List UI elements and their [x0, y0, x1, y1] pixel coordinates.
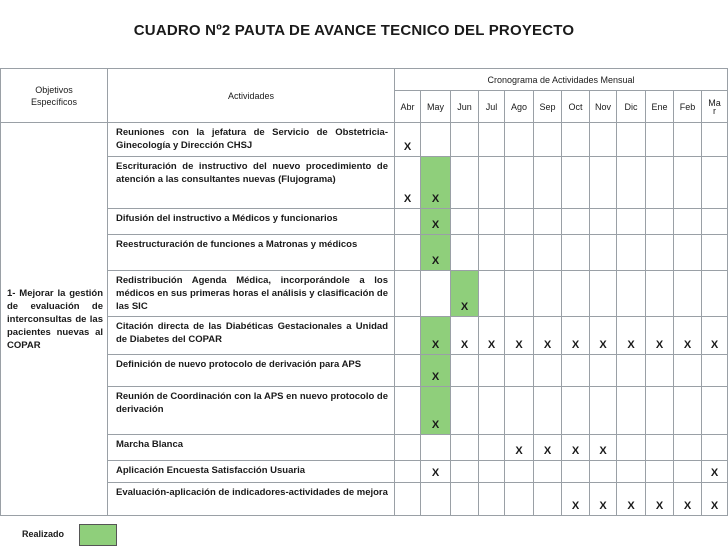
- month-cell: X: [534, 317, 562, 355]
- month-cell: [617, 355, 646, 387]
- month-cell: X: [702, 461, 728, 483]
- month-cell: [674, 235, 702, 271]
- month-cell: [562, 271, 590, 317]
- month-cell: [534, 209, 562, 235]
- activity-cell: Reunión de Coordinación con la APS en nuevo protocolo de derivación: [108, 387, 395, 435]
- month-cell: [562, 123, 590, 157]
- month-cell: [479, 461, 505, 483]
- activity-cell: Citación directa de las Diabéticas Gestacionales a Unidad de Diabetes del COPAR: [108, 317, 395, 355]
- month-cell: [395, 355, 421, 387]
- month-cell: [479, 209, 505, 235]
- month-cell: [674, 209, 702, 235]
- month-cell: X: [617, 483, 646, 516]
- activity-cell: Evaluación-aplicación de indicadores-actividades de mejora: [108, 483, 395, 516]
- month-cell: [534, 123, 562, 157]
- month-cell: [479, 435, 505, 461]
- month-cell: [562, 387, 590, 435]
- month-cell: [395, 483, 421, 516]
- month-cell: [617, 387, 646, 435]
- month-cell: [395, 271, 421, 317]
- month-cell: [590, 209, 617, 235]
- header-activities: Actividades: [108, 69, 395, 123]
- month-cell: [395, 387, 421, 435]
- month-cell: [646, 387, 674, 435]
- month-cell: [451, 235, 479, 271]
- month-cell: X: [646, 317, 674, 355]
- month-cell: X: [534, 435, 562, 461]
- month-cell: [505, 461, 534, 483]
- month-cell: X: [421, 317, 451, 355]
- month-cell: [505, 123, 534, 157]
- month-cell: [395, 209, 421, 235]
- month-cell: [702, 355, 728, 387]
- table-row: [1, 123, 728, 157]
- month-cell: [562, 235, 590, 271]
- month-cell: [395, 235, 421, 271]
- month-cell: X: [590, 317, 617, 355]
- activity-cell: Escrituración de instructivo del nuevo procedimiento de atención a las consultantes nuevas (Flujograma): [108, 157, 395, 209]
- month-cell: [646, 435, 674, 461]
- month-cell: X: [421, 157, 451, 209]
- month-cell: [505, 387, 534, 435]
- schedule-table: [0, 68, 728, 516]
- activity-cell: Reestructuración de funciones a Matronas y médicos: [108, 235, 395, 271]
- month-cell: X: [421, 387, 451, 435]
- month-cell: X: [674, 483, 702, 516]
- month-cell: X: [421, 235, 451, 271]
- month-cell: [646, 461, 674, 483]
- month-cell: [674, 355, 702, 387]
- table-row: [1, 355, 728, 387]
- month-header: Sep: [534, 91, 562, 123]
- month-cell: X: [451, 271, 479, 317]
- header-schedule: Cronograma de Actividades Mensual: [395, 69, 728, 91]
- month-cell: X: [562, 317, 590, 355]
- month-cell: X: [505, 435, 534, 461]
- month-cell: [534, 355, 562, 387]
- month-cell: [646, 123, 674, 157]
- month-cell: [702, 123, 728, 157]
- month-cell: [617, 271, 646, 317]
- month-header: Ma r: [702, 91, 728, 123]
- table-row: [1, 483, 728, 516]
- month-cell: X: [674, 317, 702, 355]
- month-cell: [702, 271, 728, 317]
- month-cell: X: [562, 483, 590, 516]
- activity-cell: Definición de nuevo protocolo de derivación para APS: [108, 355, 395, 387]
- month-cell: [590, 461, 617, 483]
- month-cell: [421, 483, 451, 516]
- month-cell: [534, 483, 562, 516]
- table-row: [1, 387, 728, 435]
- month-cell: [479, 123, 505, 157]
- month-header: Jun: [451, 91, 479, 123]
- month-cell: [562, 355, 590, 387]
- header-objectives: [1, 69, 108, 123]
- month-header: Abr: [395, 91, 421, 123]
- activity-cell: Redistribución Agenda Médica, incorporándole a los médicos en sus primeras horas el análisis y clasificación de las SIC: [108, 271, 395, 317]
- month-cell: [617, 209, 646, 235]
- month-cell: [505, 355, 534, 387]
- month-cell: X: [702, 483, 728, 516]
- month-cell: [646, 157, 674, 209]
- month-header: Ago: [505, 91, 534, 123]
- month-header: Ene: [646, 91, 674, 123]
- month-cell: X: [421, 461, 451, 483]
- month-cell: [505, 209, 534, 235]
- table-row: [1, 271, 728, 317]
- month-cell: [646, 209, 674, 235]
- month-cell: [617, 235, 646, 271]
- header-objectives-line: Específicos: [30, 96, 78, 107]
- month-cell: [479, 235, 505, 271]
- legend-label: Realizado: [22, 529, 65, 539]
- legend: [0, 524, 728, 546]
- objective-cell: 1- Mejorar la gestión de evaluación de interconsultas de las pacientes nuevas al COPAR: [1, 123, 108, 516]
- table-row: [1, 157, 728, 209]
- month-cell: X: [646, 483, 674, 516]
- month-cell: [590, 123, 617, 157]
- month-cell: [395, 317, 421, 355]
- month-header: Feb: [674, 91, 702, 123]
- month-cell: [646, 235, 674, 271]
- table-row: [1, 435, 728, 461]
- month-cell: [451, 483, 479, 516]
- month-cell: X: [479, 317, 505, 355]
- page-title: CUADRO Nº2 PAUTA DE AVANCE TECNICO DEL PROYECTO: [133, 22, 575, 39]
- month-cell: [702, 387, 728, 435]
- month-cell: X: [702, 317, 728, 355]
- month-cell: [451, 355, 479, 387]
- month-cell: [534, 461, 562, 483]
- month-cell: [646, 355, 674, 387]
- month-cell: X: [421, 355, 451, 387]
- legend-swatch: [79, 524, 117, 546]
- month-cell: [505, 235, 534, 271]
- month-cell: X: [421, 209, 451, 235]
- activity-cell: Difusión del instructivo a Médicos y funcionarios: [108, 209, 395, 235]
- month-cell: [617, 123, 646, 157]
- month-cell: [702, 209, 728, 235]
- month-cell: [617, 157, 646, 209]
- month-cell: [590, 387, 617, 435]
- month-cell: [702, 157, 728, 209]
- month-cell: X: [505, 317, 534, 355]
- table-row: [1, 317, 728, 355]
- month-cell: [646, 271, 674, 317]
- month-cell: [562, 461, 590, 483]
- header-objectives-line: Objetivos: [35, 84, 73, 95]
- month-cell: [674, 123, 702, 157]
- table-row: [1, 235, 728, 271]
- activity-cell: Reuniones con la jefatura de Servicio de Obstetricia- Ginecología y Dirección CHSJ: [108, 123, 395, 157]
- month-cell: [674, 435, 702, 461]
- month-cell: [479, 387, 505, 435]
- schedule-body: [1, 123, 728, 516]
- month-cell: X: [562, 435, 590, 461]
- month-cell: [590, 271, 617, 317]
- month-cell: [479, 157, 505, 209]
- month-cell: [395, 461, 421, 483]
- table-row: [1, 209, 728, 235]
- month-cell: [451, 123, 479, 157]
- month-cell: [674, 387, 702, 435]
- month-cell: [674, 271, 702, 317]
- month-cell: [674, 461, 702, 483]
- month-cell: [451, 209, 479, 235]
- month-cell: [505, 483, 534, 516]
- month-cell: X: [590, 435, 617, 461]
- month-cell: [479, 483, 505, 516]
- month-cell: [421, 123, 451, 157]
- month-cell: [395, 435, 421, 461]
- month-cell: [702, 435, 728, 461]
- month-header: Jul: [479, 91, 505, 123]
- month-cell: [421, 271, 451, 317]
- table-row: [1, 461, 728, 483]
- month-header: Oct: [562, 91, 590, 123]
- month-cell: [534, 387, 562, 435]
- month-cell: [505, 271, 534, 317]
- month-cell: [617, 435, 646, 461]
- month-cell: X: [451, 317, 479, 355]
- month-cell: X: [395, 123, 421, 157]
- month-cell: [421, 435, 451, 461]
- month-header: May: [421, 91, 451, 123]
- month-cell: [617, 461, 646, 483]
- month-cell: [479, 271, 505, 317]
- month-header: Dic: [617, 91, 646, 123]
- month-cell: [562, 209, 590, 235]
- month-cell: [562, 157, 590, 209]
- month-cell: [590, 235, 617, 271]
- month-cell: [451, 435, 479, 461]
- month-cell: [451, 387, 479, 435]
- month-cell: [534, 271, 562, 317]
- month-cell: [505, 157, 534, 209]
- month-cell: X: [395, 157, 421, 209]
- month-cell: [590, 355, 617, 387]
- month-cell: X: [590, 483, 617, 516]
- month-cell: [534, 157, 562, 209]
- month-cell: [702, 235, 728, 271]
- month-header: Nov: [590, 91, 617, 123]
- month-cell: [479, 355, 505, 387]
- month-cell: [674, 157, 702, 209]
- month-cell: [451, 461, 479, 483]
- month-cell: [590, 157, 617, 209]
- month-cell: [451, 157, 479, 209]
- activity-cell: Aplicación Encuesta Satisfacción Usuaria: [108, 461, 395, 483]
- month-cell: X: [617, 317, 646, 355]
- month-cell: [534, 235, 562, 271]
- activity-cell: Marcha Blanca: [108, 435, 395, 461]
